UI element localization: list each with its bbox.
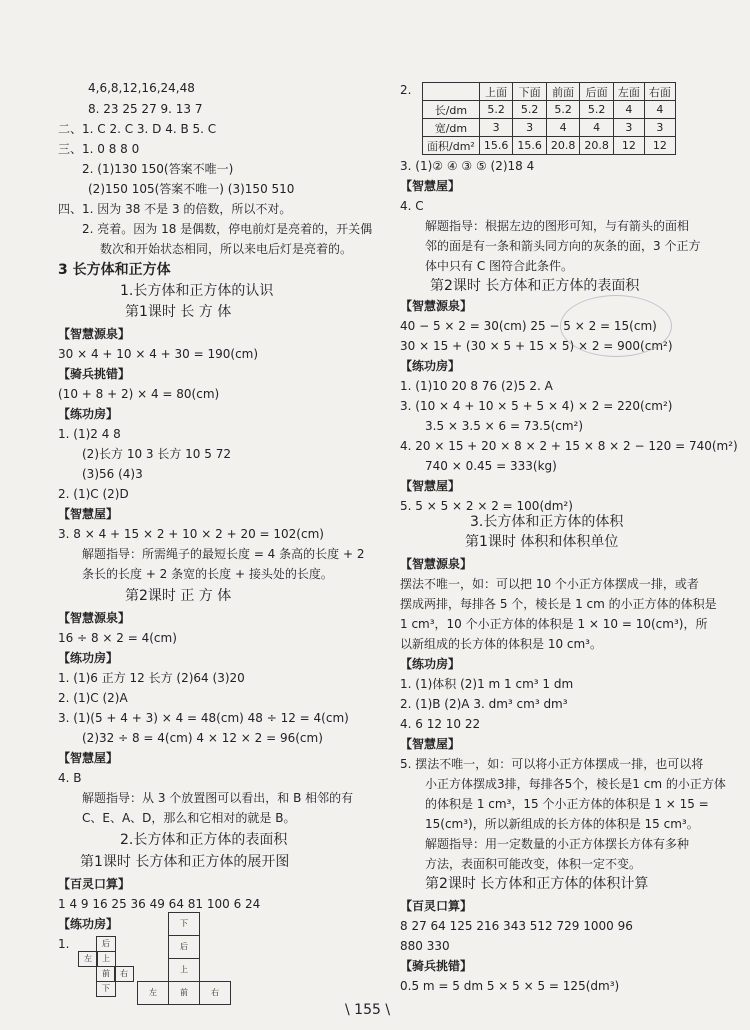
answer-line: 3. (10 × 4 + 10 × 5 + 5 × 4) × 2 = 220(cm²) bbox=[400, 399, 673, 413]
net-face: 下 bbox=[168, 912, 200, 936]
answer-line: C、E、A、D，那么和它相对的就是 B。 bbox=[82, 811, 296, 825]
table-cell: 3 bbox=[513, 119, 547, 137]
tag-label: 【智慧源泉】 bbox=[58, 611, 131, 625]
section-title: 2.长方体和正方体的表面积 bbox=[120, 832, 288, 848]
table-cell: 上面 bbox=[479, 83, 513, 101]
answer-line: (10 + 8 + 2) × 4 = 80(cm) bbox=[58, 387, 220, 401]
answer-line: 四、1. 因为 38 不是 3 的倍数，所以不对。 bbox=[58, 202, 292, 216]
dimension-table bbox=[422, 82, 676, 155]
tag-label: 【练功房】 bbox=[58, 917, 119, 931]
stamp-mark bbox=[560, 295, 672, 357]
tag-label: 【智慧屋】 bbox=[58, 751, 119, 765]
table-row bbox=[423, 119, 676, 137]
page-number: \ 155 \ bbox=[345, 1002, 391, 1018]
answer-line: 2. (1)C (2)D bbox=[58, 487, 129, 501]
table-cell bbox=[423, 83, 480, 101]
table-cell: 20.8 bbox=[546, 137, 580, 155]
answer-line: 体中只有 C 图符合此条件。 bbox=[425, 259, 574, 273]
answer-line: 摆成两排，每排各 5 个，棱长是 1 cm 的小正方体的体积是 bbox=[400, 597, 717, 611]
answer-line: 16 ÷ 8 × 2 = 4(cm) bbox=[58, 631, 177, 645]
table-cell: 5.2 bbox=[479, 101, 513, 119]
net-face: 左 bbox=[137, 981, 169, 1005]
table-cell: 4 bbox=[613, 101, 644, 119]
tag-label: 【智慧源泉】 bbox=[400, 557, 473, 571]
answer-line: 4. 6 12 10 22 bbox=[400, 717, 481, 731]
table-cell: 长/dm bbox=[423, 101, 480, 119]
tag-label: 【百灵口算】 bbox=[58, 877, 131, 891]
net-face: 上 bbox=[96, 951, 116, 967]
table-cell: 12 bbox=[613, 137, 644, 155]
table-row bbox=[423, 101, 676, 119]
answer-line: 3. (1)(5 + 4 + 3) × 4 = 48(cm) 48 ÷ 12 = 4(cm) bbox=[58, 711, 349, 725]
answer-line: 2. 亮着。因为 18 是偶数，停电前灯是亮着的，开关偶 bbox=[82, 222, 373, 236]
table-cell: 5.2 bbox=[580, 101, 614, 119]
answer-line: 0.5 m = 5 dm 5 × 5 × 5 = 125(dm³) bbox=[400, 979, 620, 993]
tag-label: 【练功房】 bbox=[400, 657, 461, 671]
answer-line: 解题指导：所需绳子的最短长度 = 4 条高的长度 + 2 bbox=[82, 547, 365, 561]
question-number: 2. bbox=[400, 83, 412, 97]
answer-line: 740 × 0.45 = 333(kg) bbox=[425, 459, 557, 473]
answer-line: 4. 20 × 15 + 20 × 8 × 2 + 15 × 8 × 2 − 120 = 740(m²) bbox=[400, 439, 738, 453]
answer-line: 邻的面是有一条和箭头同方向的灰条的面，3 个正方 bbox=[425, 239, 701, 253]
lesson-title: 第1课时 长方体和正方体的展开图 bbox=[80, 854, 290, 870]
answer-line: 解题指导：用一定数量的小正方体摆长方体有多种 bbox=[425, 837, 690, 851]
answer-line: 3.5 × 3.5 × 6 = 73.5(cm²) bbox=[425, 419, 584, 433]
net-face: 前 bbox=[96, 966, 116, 982]
lesson-title: 第1课时 长 方 体 bbox=[125, 304, 232, 320]
table-cell: 宽/dm bbox=[423, 119, 480, 137]
net-face: 左 bbox=[78, 951, 98, 967]
table-cell: 5.2 bbox=[513, 101, 547, 119]
table-cell: 5.2 bbox=[546, 101, 580, 119]
table-cell: 前面 bbox=[546, 83, 580, 101]
net-face: 后 bbox=[168, 935, 200, 959]
answer-line: 解题指导：从 3 个放置图可以看出，和 B 相邻的有 bbox=[82, 791, 354, 805]
net-face: 下 bbox=[96, 981, 116, 997]
answer-line: 二、1. C 2. C 3. D 4. B 5. C bbox=[58, 122, 217, 136]
table-row bbox=[423, 137, 676, 155]
answer-line: 1 4 9 16 25 36 49 64 81 100 6 24 bbox=[58, 897, 261, 911]
section-title: 3.长方体和正方体的体积 bbox=[470, 514, 624, 530]
table-cell: 下面 bbox=[513, 83, 547, 101]
net-face: 前 bbox=[168, 981, 200, 1005]
answer-line: 1 cm³，10 个小正方体的体积是 1 × 10 = 10(cm³)，所 bbox=[400, 617, 708, 631]
answer-line: 数次和开始状态相同，所以来电后灯是亮着的。 bbox=[100, 242, 353, 256]
answer-line: 40 − 5 × 2 = 30(cm) 25 − 5 × 2 = 15(cm) bbox=[400, 319, 657, 333]
answer-line: 2. (1)B (2)A 3. dm³ cm³ dm³ bbox=[400, 697, 568, 711]
table-cell: 面积/dm² bbox=[423, 137, 480, 155]
tag-label: 【智慧源泉】 bbox=[58, 327, 131, 341]
tag-label: 【智慧屋】 bbox=[400, 737, 461, 751]
table-cell: 12 bbox=[644, 137, 675, 155]
section-title: 1.长方体和正方体的认识 bbox=[120, 283, 274, 299]
table-header-row bbox=[423, 83, 676, 101]
table-cell: 后面 bbox=[580, 83, 614, 101]
answer-line: 解题指导：根据左边的图形可知，与有箭头的面相 bbox=[425, 219, 690, 233]
answer-line: 3. (1)② ④ ③ ⑤ (2)18 4 bbox=[400, 159, 535, 173]
tag-label: 【智慧源泉】 bbox=[400, 299, 473, 313]
answer-line: 1. bbox=[58, 937, 70, 951]
answer-line: 4,6,8,12,16,24,48 bbox=[88, 81, 195, 95]
chapter-title: 3 长方体和正方体 bbox=[58, 262, 171, 278]
tag-label: 【智慧屋】 bbox=[58, 507, 119, 521]
answer-line: 以新组成的长方体的体积是 10 cm³。 bbox=[400, 637, 602, 651]
answer-line: 三、1. 0 8 8 0 bbox=[58, 142, 140, 156]
lesson-title: 第2课时 正 方 体 bbox=[125, 588, 232, 604]
answer-line: 8 27 64 125 216 343 512 729 1000 96 bbox=[400, 919, 633, 933]
tag-label: 【骑兵挑错】 bbox=[58, 367, 131, 381]
table-cell: 左面 bbox=[613, 83, 644, 101]
answer-line: (2)长方 10 3 长方 10 5 72 bbox=[82, 447, 231, 461]
answer-line: 3. 8 × 4 + 15 × 2 + 10 × 2 + 20 = 102(cm) bbox=[58, 527, 324, 541]
net-face: 后 bbox=[96, 936, 116, 952]
answer-line: 30 × 4 + 10 × 4 + 30 = 190(cm) bbox=[58, 347, 259, 361]
net-face: 右 bbox=[114, 966, 134, 982]
tag-label: 【百灵口算】 bbox=[400, 899, 473, 913]
answer-line: 2. (1)130 150(答案不唯一) bbox=[82, 162, 234, 176]
answer-line: 1. (1)6 正方 12 长方 (2)64 (3)20 bbox=[58, 671, 245, 685]
answer-line: 5. 摆法不唯一，如：可以将小正方体摆成一排，也可以将 bbox=[400, 757, 704, 771]
answer-line: (2)32 ÷ 8 = 4(cm) 4 × 12 × 2 = 96(cm) bbox=[82, 731, 323, 745]
table-cell: 右面 bbox=[644, 83, 675, 101]
tag-label: 【智慧屋】 bbox=[400, 479, 461, 493]
answer-line: 30 × 15 + (30 × 5 + 15 × 5) × 2 = 900(cm²) bbox=[400, 339, 673, 353]
answer-line: 880 330 bbox=[400, 939, 450, 953]
table-cell: 3 bbox=[613, 119, 644, 137]
answer-line: 小正方体摆成3排，每排各5个，棱长是1 cm 的小正方体 bbox=[425, 777, 726, 791]
table-cell: 3 bbox=[479, 119, 513, 137]
table-cell: 4 bbox=[546, 119, 580, 137]
lesson-title: 第2课时 长方体和正方体的表面积 bbox=[430, 278, 640, 294]
table-cell: 15.6 bbox=[479, 137, 513, 155]
lesson-title: 第1课时 体积和体积单位 bbox=[465, 534, 619, 550]
table-cell: 4 bbox=[644, 101, 675, 119]
net-face: 上 bbox=[168, 958, 200, 982]
answer-line: 2. (1)C (2)A bbox=[58, 691, 128, 705]
table-cell: 15.6 bbox=[513, 137, 547, 155]
tag-label: 【练功房】 bbox=[400, 359, 461, 373]
lesson-title: 第2课时 长方体和正方体的体积计算 bbox=[425, 876, 649, 892]
tag-label: 【练功房】 bbox=[58, 407, 119, 421]
answer-line: 方法，表面积可能改变，体积一定不变。 bbox=[425, 857, 642, 871]
answer-line: 5. 5 × 5 × 2 × 2 = 100(dm²) bbox=[400, 499, 573, 513]
tag-label: 【智慧屋】 bbox=[400, 179, 461, 193]
answer-line: 摆法不唯一，如：可以把 10 个小正方体摆成一排，或者 bbox=[400, 577, 699, 591]
table-cell: 20.8 bbox=[580, 137, 614, 155]
answer-line: 8. 23 25 27 9. 13 7 bbox=[88, 102, 203, 116]
answer-line: 1. (1)体积 (2)1 m 1 cm³ 1 dm bbox=[400, 677, 574, 691]
table-cell: 3 bbox=[644, 119, 675, 137]
answer-line: 1. (1)10 20 8 76 (2)5 2. A bbox=[400, 379, 553, 393]
answer-line: 1. (1)2 4 8 bbox=[58, 427, 121, 441]
answer-line: 4. C bbox=[400, 199, 424, 213]
answer-line: 15(cm³)，所以新组成的长方体的体积是 15 cm³。 bbox=[425, 817, 699, 831]
answer-line: 的体积是 1 cm³，15 个小正方体的体积是 1 × 15 = bbox=[425, 797, 709, 811]
net-face: 右 bbox=[199, 981, 231, 1005]
answer-line: (3)56 (4)3 bbox=[82, 467, 143, 481]
answer-line: 条长的长度 + 2 条宽的长度 + 接头处的长度。 bbox=[82, 567, 333, 581]
tag-label: 【骑兵挑错】 bbox=[400, 959, 473, 973]
answer-line: (2)150 105(答案不唯一) (3)150 510 bbox=[88, 182, 295, 196]
answer-line: 4. B bbox=[58, 771, 82, 785]
tag-label: 【练功房】 bbox=[58, 651, 119, 665]
table-cell: 4 bbox=[580, 119, 614, 137]
